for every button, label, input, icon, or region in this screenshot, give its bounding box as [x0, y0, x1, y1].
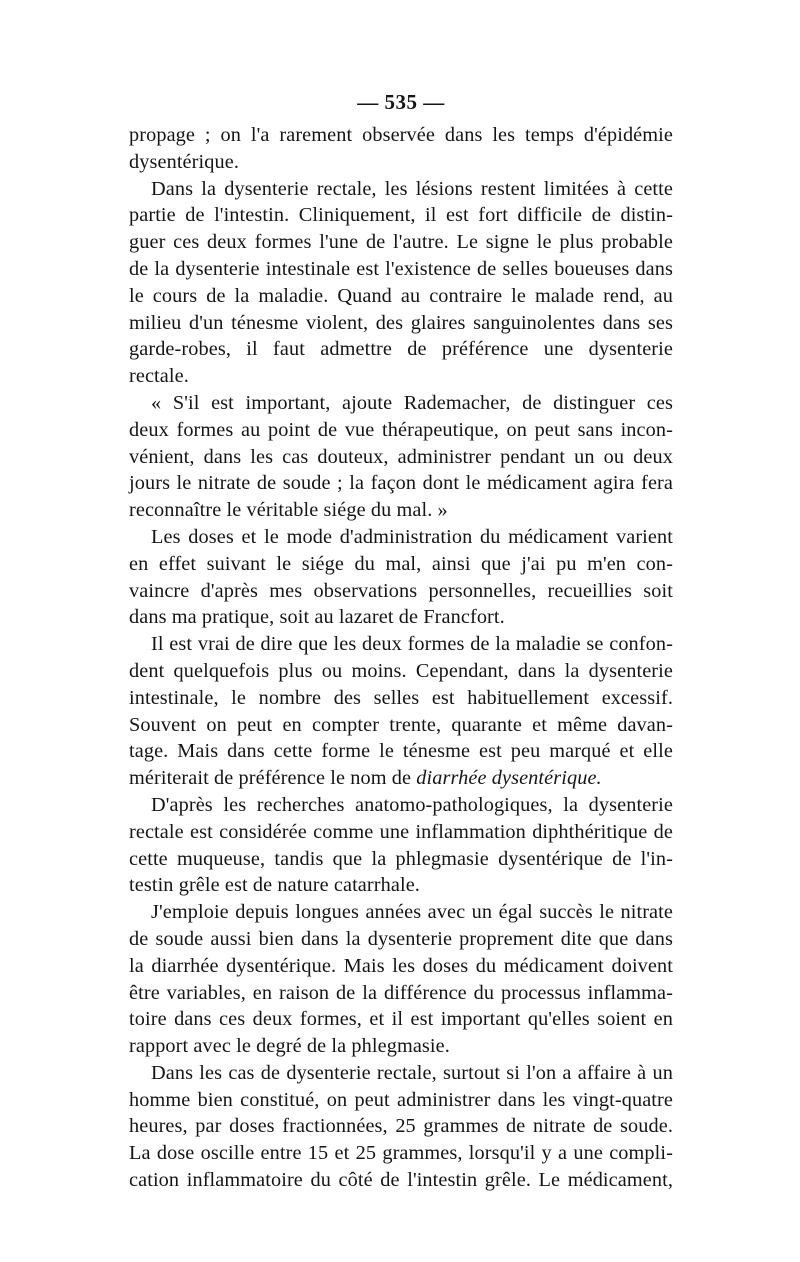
text-line: en effet suivant le siége du mal, ainsi que j'ai pu m'en con- [129, 552, 673, 575]
text-line: jours le nitrate de soude ; la façon dont le médicament agira fera [129, 472, 673, 495]
text-line [129, 765, 673, 792]
text-line: D'après les recherches anatomo-pathologiques, la dysenterie [151, 793, 673, 816]
text-line: garde-robes, il faut admettre de préférence une dysenterie [129, 338, 673, 361]
text-line: être variables, en raison de la différence du processus inflamma- [129, 981, 673, 1004]
text-line: J'emploie depuis longues années avec un égal succès le nitrate [151, 901, 673, 924]
text-line: Les doses et le mode d'administration du médicament varient [151, 525, 673, 548]
text-line: Dans la dysenterie rectale, les lésions restent limitées à cette [151, 177, 673, 200]
text-line: rectale est considérée comme une inflammation diphthéritique de [129, 820, 673, 843]
text-line: heures, par doses fractionnées, 25 grammes de nitrate de soude. [129, 1115, 673, 1138]
text-line: dysentérique. [129, 150, 239, 173]
text-line: toire dans ces deux formes, et il est important qu'elles soient en [129, 1008, 673, 1031]
text-line: testin grêle est de nature catarrhale. [129, 874, 420, 897]
page-number: — 535 — [357, 90, 445, 114]
text-line: rectale. [129, 365, 189, 388]
text-line: vaincre d'après mes observations personnelles, recueillies soit [129, 579, 673, 602]
text-line: La dose oscille entre 15 et 25 grammes, lorsqu'il y a une compli- [129, 1142, 673, 1165]
text-line: intestinale, le nombre des selles est habituellement excessif. [129, 686, 673, 709]
text-line: homme bien constitué, on peut administrer dans les vingt-quatre [129, 1088, 673, 1111]
text-line: reconnaître le véritable siége du mal. » [129, 499, 448, 522]
text-line: cation inflammatoire du côté de l'intestin grêle. Le médicament, [129, 1169, 673, 1192]
body-text [129, 122, 673, 1194]
text-line: tage. Mais dans cette forme le ténesme est peu marqué et elle [129, 740, 673, 763]
text-line: le cours de la maladie. Quand au contraire le malade rend, au [129, 284, 673, 307]
text-line: dans ma pratique, soit au lazaret de Francfort. [129, 606, 505, 629]
text-line: de la dysenterie intestinale est l'existence de selles boueuses dans [129, 257, 673, 280]
text-line: partie de l'intestin. Cliniquement, il est fort difficile de distin- [129, 204, 673, 227]
text-line: cette muqueuse, tandis que la phlegmasie dysentérique de l'in- [129, 847, 673, 870]
italic-term: diarrhée dysentérique. [416, 767, 602, 790]
text-line: Dans les cas de dysenterie rectale, surtout si l'on a affaire à un [151, 1061, 673, 1084]
text-line: guer ces deux formes l'une de l'autre. Le signe le plus probable [129, 231, 673, 254]
text-line: « S'il est important, ajoute Rademacher, de distinguer ces [151, 391, 673, 414]
book-page [129, 82, 673, 1194]
text-segment: mériterait de préférence le nom de [129, 767, 417, 790]
text-line: rapport avec le degré de la phlegmasie. [129, 1035, 450, 1058]
text-line: deux formes au point de vue thérapeutique, on peut sans incon- [129, 418, 673, 441]
text-line: la diarrhée dysentérique. Mais les doses du médicament doivent [129, 954, 673, 977]
text-line: Il est vrai de dire que les deux formes de la maladie se confon- [151, 633, 673, 656]
text-line: Souvent on peut en compter trente, quarante et même davan- [129, 713, 673, 736]
text-line: milieu d'un ténesme violent, des glaires sanguinolentes dans ses [129, 311, 673, 334]
text-line: vénient, dans les cas douteux, administrer pendant un ou deux [129, 445, 673, 468]
text-line: propage ; on l'a rarement observée dans les temps d'épidémie [129, 124, 673, 146]
text-line: de soude aussi bien dans la dysenterie proprement dite que dans [129, 927, 673, 950]
text-line: dent quelquefois plus ou moins. Cependant, dans la dysenterie [129, 659, 673, 682]
